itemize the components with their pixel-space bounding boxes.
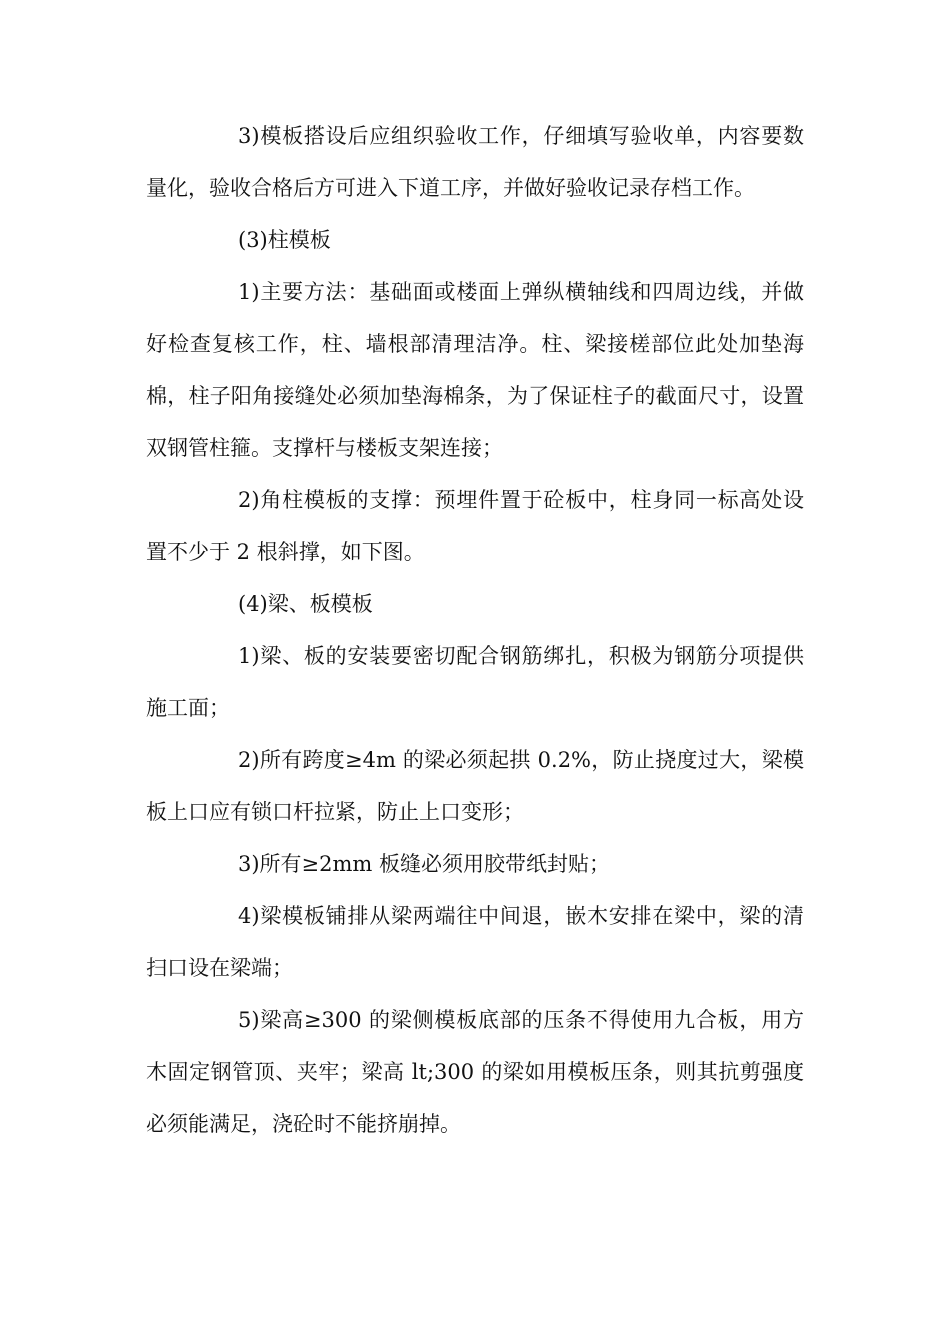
paragraph-joint-tape: 3)所有≥2mm 板缝必须用胶带纸封贴； [238, 852, 611, 876]
document-body [146, 110, 804, 1150]
paragraph-camber: 2)所有跨度≥4m 的梁必须起拱 0.2%，防止挠度过大，梁模板上口应有锁口杆拉紧，防止上口变形； [146, 748, 804, 824]
paragraph-acceptance: 3)模板搭设后应组织验收工作，仔细填写验收单，内容要数量化，验收合格后方可进入下道工序，并做好验收记录存档工作。 [146, 124, 804, 200]
paragraph-column-method: 1)主要方法：基础面或楼面上弹纵横轴线和四周边线，并做好检查复核工作，柱、墙根部清理洁净。柱、梁接槎部位此处加垫海棉，柱子阳角接缝处必须加垫海棉条，为了保证柱子的截面尺寸，设置双钢管柱箍。支撑杆与楼板支架连接； [146, 280, 804, 460]
heading-beam-slab-formwork: (4)梁、板模板 [238, 592, 373, 616]
paragraph-beam-layout: 4)梁模板铺排从梁两端往中间退，嵌木安排在梁中，梁的清扫口设在梁端； [146, 904, 804, 980]
paragraph-beam-slab-install: 1)梁、板的安装要密切配合钢筋绑扎，积极为钢筋分项提供施工面； [146, 644, 804, 720]
heading-column-formwork: (3)柱模板 [238, 228, 331, 252]
paragraph-beam-side-batten: 5)梁高≥300 的梁侧模板底部的压条不得使用九合板，用方木固定钢管顶、夹牢；梁高 lt;300 的梁如用模板压条，则其抗剪强度必须能满足，浇砼时不能挤崩掉。 [146, 1008, 804, 1136]
paragraph-corner-column-support: 2)角柱模板的支撑：预埋件置于砼板中，柱身同一标高处设置不少于 2 根斜撑，如下图。 [146, 488, 804, 564]
